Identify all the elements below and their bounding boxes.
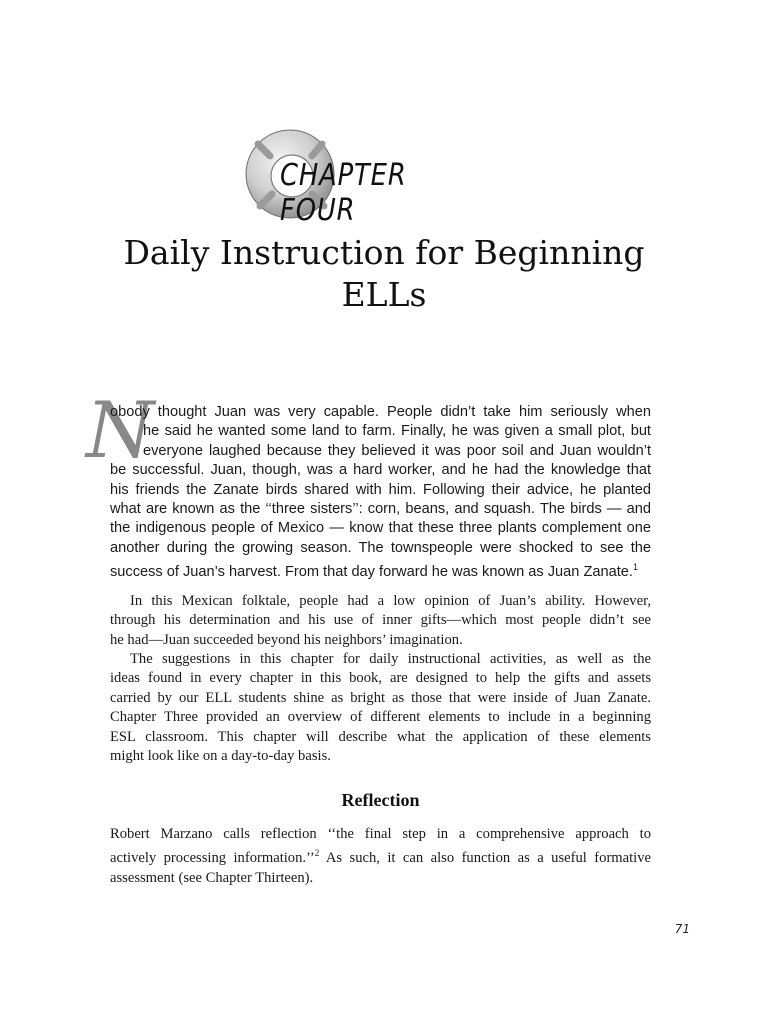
- footnote-ref: 2: [314, 848, 320, 859]
- opening-line-last: [110, 558, 651, 582]
- body-line: Chapter Three provided an overview of different elements to include in a beginning: [110, 709, 651, 726]
- body-line: Robert Marzano calls reflection ‘‘the final step in a comprehensive approach to: [110, 826, 651, 842]
- chapter-label: CHAPTER FOUR: [280, 158, 407, 228]
- body-line: ideas found in every chapter in this book, are designed to help the gifts and assets: [110, 670, 651, 687]
- body-line: might look like on a day-to-day basis.: [110, 748, 331, 765]
- body-line: assessment (see Chapter Thirteen).: [110, 869, 314, 886]
- body-line: carried by our ELL students shine as bright as those that were inside of Juan Zanate.: [110, 689, 651, 706]
- body-paragraph: [110, 592, 651, 650]
- footnote-ref: 1: [632, 562, 638, 573]
- body-text-segment: actively processing information.’’: [110, 850, 315, 867]
- opening-paragraph: [110, 403, 651, 583]
- chapter-title: Daily Instruction for Beginning ELLs: [123, 233, 645, 314]
- drop-cap: N: [86, 386, 155, 476]
- opening-line: he said he wanted some land to farm. Finally, he was given a small plot, but: [143, 423, 651, 440]
- body-paragraph: [110, 650, 651, 766]
- opening-line: his friends the Zanate birds shared with him. Following their advice, he planted: [110, 481, 651, 498]
- opening-line: be successful. Juan, though, was a hard worker, and he had the knowledge that: [110, 462, 651, 479]
- page-number: 71: [674, 922, 690, 936]
- body-line: In this Mexican folktale, people had a low opinion of Juan’s ability. However,: [130, 593, 651, 609]
- body-line: ESL classroom. This chapter will describe what the application of these elements: [110, 728, 651, 745]
- opening-line: success of Juan’s harvest. From that day forward he was known as Juan Zanate.: [110, 564, 633, 581]
- reflection-paragraph: [110, 825, 651, 888]
- section-heading: Reflection: [341, 790, 420, 810]
- body-line-with-footnote: [110, 844, 651, 868]
- body-line: he had—Juan succeeded beyond his neighbors’ imagination.: [110, 631, 463, 648]
- body-line: The suggestions in this chapter for daily instructional activities, as well as the: [130, 651, 651, 667]
- opening-line: what are known as the ‘‘three sisters’’: corn, beans, and squash. The birds — and: [110, 501, 651, 518]
- chapter-header: [240, 122, 540, 228]
- opening-line: the indigenous people of Mexico — know that these three plants complement one: [110, 520, 651, 537]
- opening-line: obody thought Juan was very capable. People didn’t take him seriously when: [110, 404, 651, 420]
- opening-line: another during the growing season. The townspeople were shocked to see the: [110, 539, 651, 556]
- body-line: through his determination and his use of inner gifts—which most people didn’t see: [110, 612, 651, 629]
- body-text-segment: As such, it can also function as a useful formative: [325, 850, 652, 867]
- opening-line: everyone laughed because they believed it was poor soil and Juan wouldn’t: [143, 442, 651, 459]
